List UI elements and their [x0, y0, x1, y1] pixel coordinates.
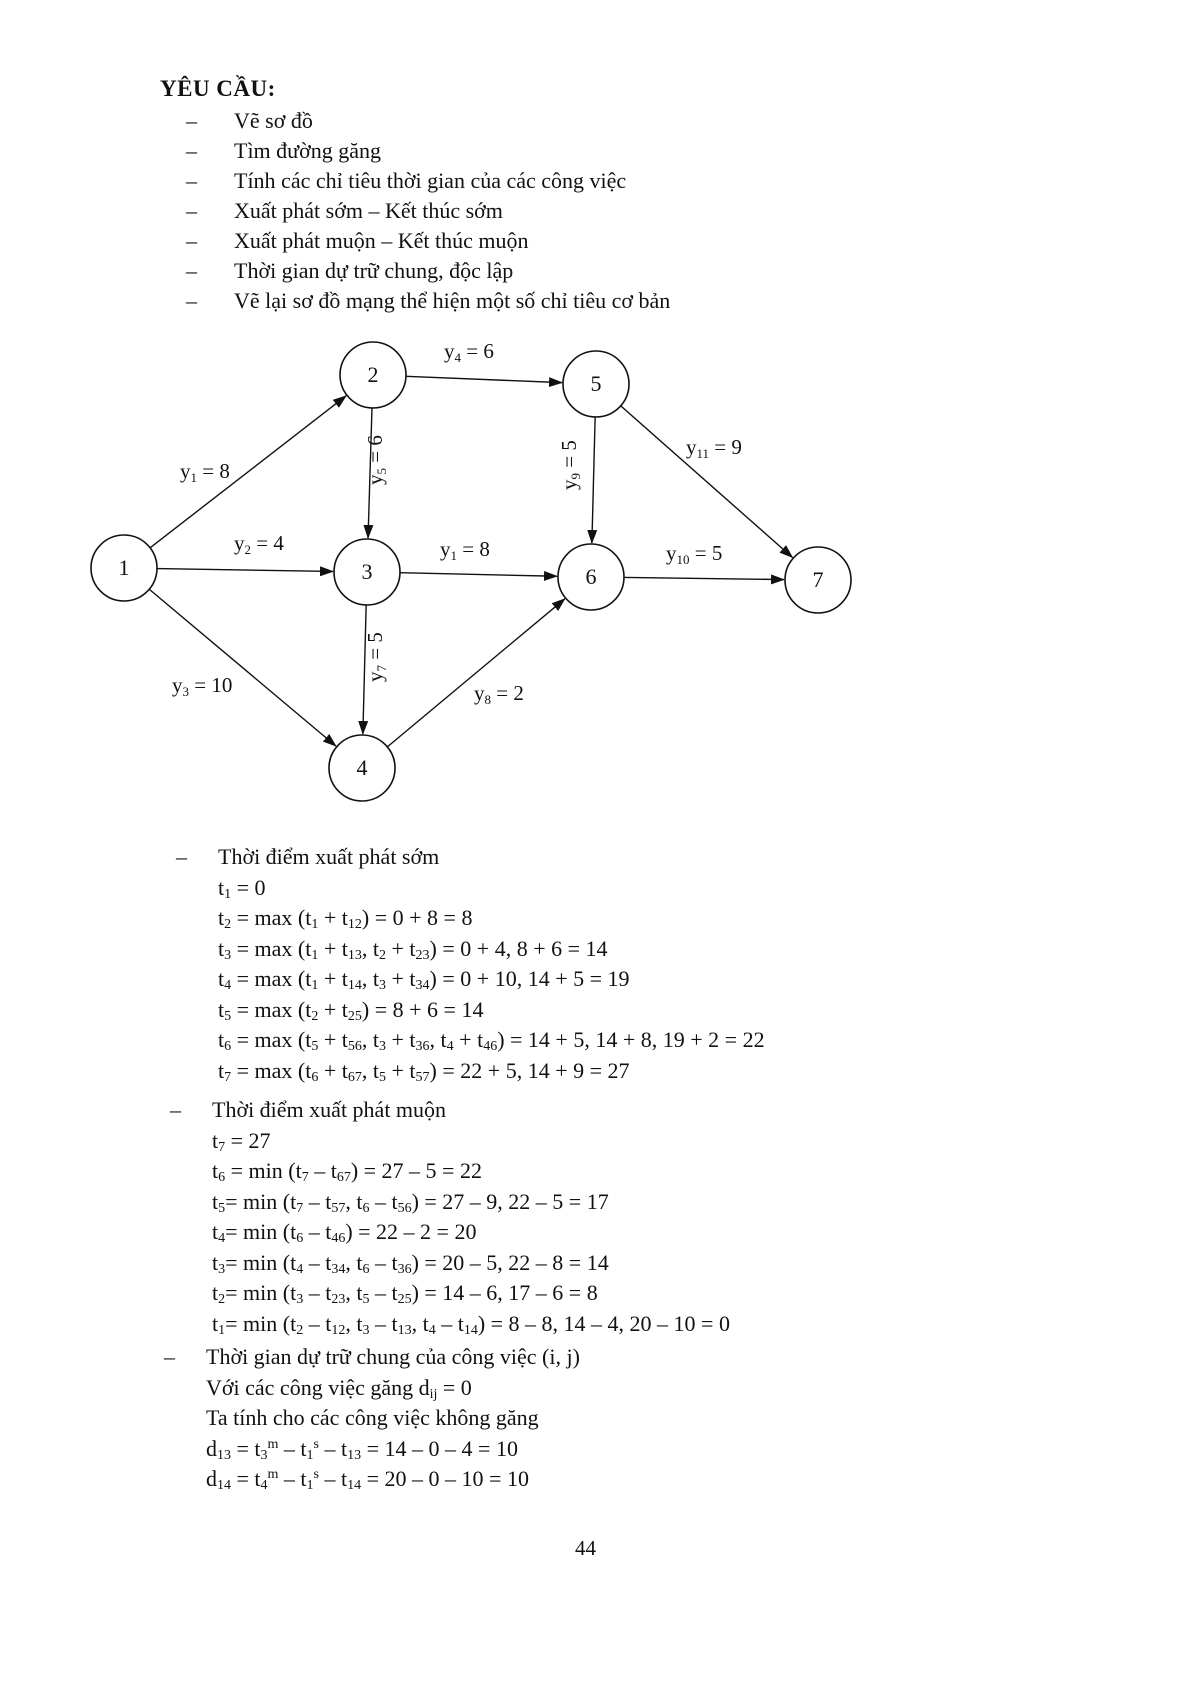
early-formula-line: $t_5 = \max (t_2 + t_{25}) = 8 + 6 = 14$: [218, 996, 484, 1024]
requirement-item: – Thời gian dự trữ chung, độc lập: [178, 256, 670, 286]
slack-formula-line: $d_{13} = t_3^m - t_1^s - t_{13} = 14 - 0 - 4 = 10$: [206, 1435, 518, 1463]
requirement-item: – Xuất phát muộn – Kết thúc muộn: [178, 226, 670, 256]
early-formula-line: $t_7 = \max (t_6 + t_{67}$, $t_5 + t_{57}) = 22 + 5$, 14 + 9 = 27: [218, 1057, 630, 1085]
edge-label-3-6: y1 = 8: [440, 537, 490, 563]
edge-arrow-1-4: [149, 589, 336, 746]
late-formula-line: $t_4= \min (t_6 - t_{46}) = 22 - 2 = 20$: [212, 1219, 477, 1246]
edge-arrow-3-6: [400, 573, 557, 577]
total-float-title: – Thời gian dự trữ chung của công việc (i, j): [206, 1342, 580, 1373]
event-node-7: [785, 547, 851, 613]
late-formula-line: $t_2= \min (t_3 - t_{23}$, $t_5 - t_{25}) = 14 - 6$, 17 – 6 = 8: [212, 1280, 598, 1307]
edge-label-1-2: y1 = 8: [180, 459, 230, 485]
event-node-1: [91, 535, 157, 601]
early-formula-line: $t_1 = 0$: [218, 874, 266, 902]
edge-arrow-4-6: [387, 599, 565, 747]
edge-arrow-3-4: [363, 605, 366, 734]
edge-label-2-5: y4 = 6: [444, 339, 494, 365]
network-diagram: [0, 0, 1189, 830]
edge-label-1-4: y3 = 10: [172, 673, 233, 699]
late-formula-line: $t_5= \min (t_7 - t_{57}$, $t_6 - t_{56}) = 27 - 9$, 22 – 5 = 17: [212, 1188, 609, 1216]
node-label: 6: [585, 564, 597, 589]
event-node-2: [340, 342, 406, 408]
total-float-section: [206, 1342, 580, 1495]
early-formula-line: $t_2 = \max (t_1 + t_{12}) = 0 + 8 = 8$: [218, 905, 473, 932]
edge-label-1-3: y2 = 4: [234, 531, 284, 557]
slack-formula-line: Ta tính cho các công việc không găng: [206, 1405, 539, 1430]
node-label: 7: [812, 567, 824, 592]
edge-label-5-7: y11 = 9: [686, 435, 742, 461]
edge-label-3-4: y7 = 5: [363, 632, 389, 682]
requirement-item: – Xuất phát sớm – Kết thúc sớm: [178, 196, 670, 226]
edge-label-4-6: y8 = 2: [474, 681, 524, 707]
requirements-heading: YÊU CẦU:: [160, 76, 276, 101]
late-start-section: [212, 1095, 730, 1339]
late-formula-line: $t_1= \min (t_2 - t_{12}$, $t_3 - t_{13}$, $t_4 - t_{14}) = 8 - 8$, 14 – 4, 20 – 10 = 0: [212, 1310, 730, 1338]
requirement-item: – Vẽ lại sơ đồ mạng thể hiện một số chỉ tiêu cơ bản: [178, 286, 670, 316]
edge-arrow-2-5: [406, 376, 562, 382]
early-formula-line: $t_3 = \max (t_1 + t_{13}$, $t_2 + t_{23}) = 0 + 4$, 8 + 6 = 14: [218, 935, 608, 963]
node-label: 3: [361, 559, 373, 584]
page-number: 44: [575, 1536, 596, 1560]
edge-arrow-5-6: [592, 417, 595, 543]
event-node-5: [563, 351, 629, 417]
event-node-4: [329, 735, 395, 801]
node-label: 1: [118, 555, 130, 580]
edge-arrow-6-7: [624, 577, 784, 579]
node-label: 2: [367, 362, 379, 387]
node-label: 5: [590, 371, 602, 396]
edge-arrow-1-3: [157, 569, 333, 572]
edge-arrow-2-3: [368, 408, 372, 538]
event-node-3: [334, 539, 400, 605]
late-formula-line: $t_3= \min (t_4 - t_{34}$, $t_6 - t_{36}) = 20 - 5$, 22 – 8 = 14: [212, 1249, 609, 1277]
requirement-item: – Tìm đường găng: [178, 136, 670, 166]
early-start-section: [218, 842, 765, 1086]
edge-label-2-3: y5 = 6: [363, 435, 389, 485]
requirement-item: – Tính các chỉ tiêu thời gian của các công việc: [178, 166, 670, 196]
requirement-item: – Vẽ sơ đồ: [178, 106, 670, 136]
slack-formula-line: Với các công việc găng $d_{ij} = 0$: [206, 1374, 472, 1402]
early-formula-line: $t_4 = \max (t_1 + t_{14}$, $t_3 + t_{34}) = 0 + 10$, 14 + 5 = 19: [218, 966, 630, 993]
slack-formula-line: $d_{14} = t_4^m - t_1^s - t_{14} = 20 - 0 - 10 = 10$: [206, 1466, 529, 1493]
late-start-title: – Thời điểm xuất phát muộn: [212, 1095, 730, 1126]
late-formula-line: $t_6 = \min (t_7 - t_{67}) = 27 - 5 = 22$: [212, 1158, 482, 1185]
node-label: 4: [356, 755, 368, 780]
edge-arrow-5-7: [621, 406, 793, 558]
early-start-title: – Thời điểm xuất phát sớm: [218, 842, 765, 873]
event-node-6: [558, 544, 624, 610]
late-formula-line: $t_7 = 27$: [212, 1127, 271, 1155]
early-formula-line: $t_6 = \max (t_5 + t_{56}$, $t_3 + t_{36}$, $t_4 + t_{46}) = 14 + 5$, 14 + 8, 19 + 2 = 22: [218, 1027, 765, 1054]
edge-label-6-7: y10 = 5: [666, 541, 723, 567]
edge-label-5-6: y9 = 5: [557, 440, 583, 490]
